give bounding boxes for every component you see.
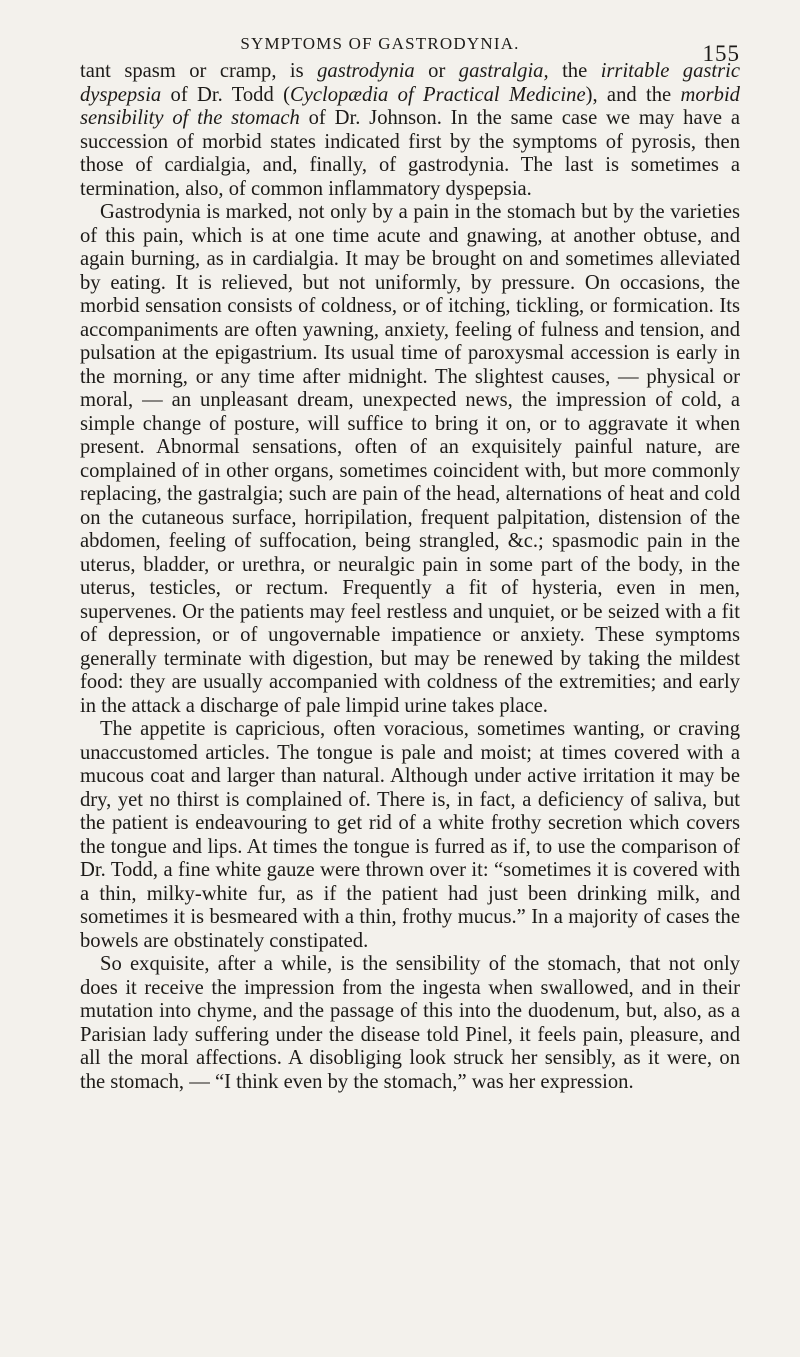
text-run: the [548,60,601,82]
text-run: The appetite is capricious, often voracious, sometimes wanting, or craving unaccustomed articles. The tongue is pale and moist; at times covered with a mucous coat and larger than natural. Although under active irritation it may be dry, yet no thirst is complained of. There is, in fact, a deficiency of saliva, but the patient is endeavouring to get rid of a white frothy secretion which covers the tongue and lips. At times the tongue is furred as if, to use the comparison of Dr. Todd, a fine white gauze were thrown over it: “sometimes it is covered with a thin, milky-white fur, as if the patient had just been drinking milk, and sometimes it is besmeared with a thin, frothy mucus.” In a majority of cases the bowels are obstinately constipated. [80,718,740,952]
paragraph-4 [80,953,740,1094]
running-head-title: SYMPTOMS OF GASTRODYNIA. [240,34,520,53]
italic-term: gastralgia, [458,60,549,82]
page-number: 155 [702,41,740,66]
italic-term: Cyclopædia of Practical Medicine [289,83,586,106]
body-text [80,60,740,1094]
italic-term: morbid sensibility of the stomach [80,83,740,129]
paragraph-1 [80,60,740,201]
text-run: of Dr. Todd ( [161,83,290,106]
text-run: of Dr. Johnson. In the same case we may have a succession of morbid states indicated first by the symptoms of pyrosis, then those of cardialgia, and, finally, of gastrodynia. The last is sometimes a termination, also, of common inflammatory dyspepsia. [80,107,740,200]
text-run: or [414,60,459,82]
italic-term: irritable gastric dyspepsia [80,60,740,106]
text-run: So exquisite, after a while, is the sensibility of the stomach, that not only does it receive the impression from the ingesta when swallowed, and in their mutation into chyme, and the passage of this into the duodenum, but, also, as a Parisian lady suffering under the disease told Pinel, it feels pain, pleasure, and all the moral affections. A disobliging look struck her sensibly, as it were, on the stomach, — “I think even by the stomach,” was her expression. [80,953,740,1093]
running-head [80,8,740,66]
text-run: tant spasm or cramp, is [80,60,318,82]
text-run: Gastrodynia is marked, not only by a pain in the stomach but by the varieties of this pain, which is at one time acute and gnawing, at another obtuse, and again burning, as in cardialgia. It may be brought on and sometimes alleviated by eating. It is relieved, but not uniformly, by pressure. On occasions, the morbid sensation consists of coldness, or of itching, tickling, or formication. Its accompaniments are often yawning, anxiety, feeling of fulness and tension, and pulsation at the epigastrium. Its usual time of paroxysmal accession is early in the morning, or any time after midnight. The slightest causes, — physical or moral, — an unpleasant dream, unexpected news, the impression of cold, a simple change of posture, will suffice to bring it on, or to aggravate it when present. Abnormal sensations, often of an exquisitely painful nature, are complained of in other organs, sometimes coincident with, but more commonly replacing, the gastralgia; such are pain of the head, alternations of heat and cold on the cutaneous surface, horripilation, frequent palpitation, distension of the abdomen, feeling of suffocation, being strangled, &c.; spasmodic pain in the uterus, bladder, or urethra, or neuralgic pain in some part of the body, in the uterus, testicles, or rectum. Frequently a fit of hysteria, even in men, supervenes. Or the patients may feel restless and unquiet, or be seized with a fit of depression, or of ungovernable impatience or anxiety. These symptoms generally terminate with digestion, but may be renewed by taking the mildest food: they are usually accompanied with coldness of the extremities; and early in the attack a discharge of pale limpid urine takes place. [80,201,740,717]
text-run: ), and the [585,83,681,106]
italic-term: gastrodynia [317,60,415,82]
paragraph-2 [80,201,740,718]
paragraph-3 [80,718,740,953]
